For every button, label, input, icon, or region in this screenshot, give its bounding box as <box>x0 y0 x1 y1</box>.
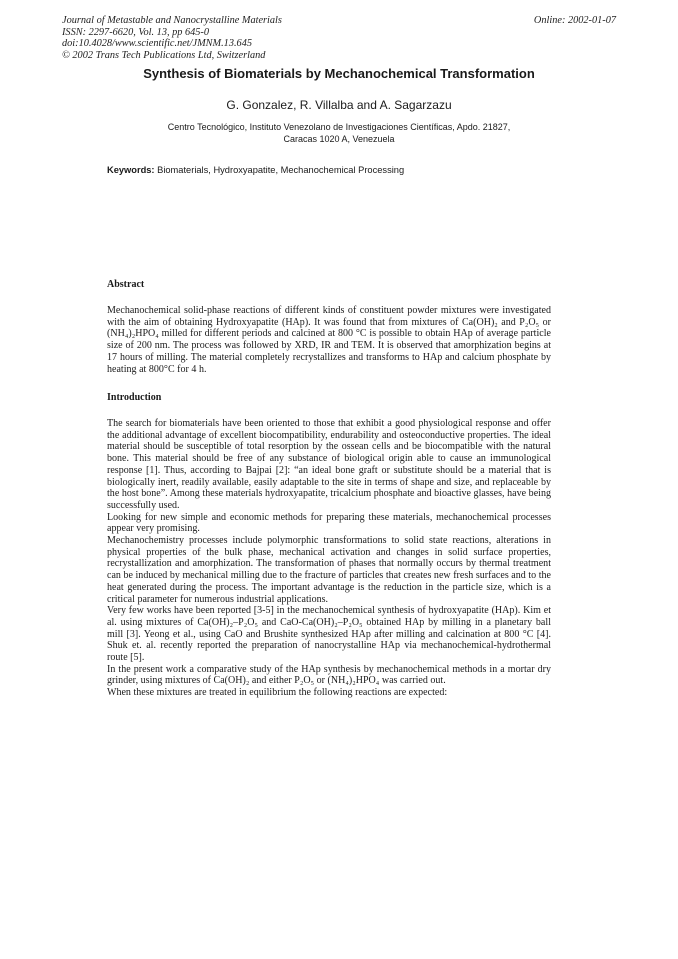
keywords-text: Biomaterials, Hydroxyapatite, Mechanochemical Processing <box>157 165 405 175</box>
paper-authors: G. Gonzalez, R. Villalba and A. Sagarzazu <box>226 98 452 112</box>
online-date: Online: 2002-01-07 <box>533 15 616 26</box>
journal-copyright: © 2002 Trans Tech Publications Ltd, Switzerland <box>62 49 266 61</box>
intro-paragraph: When these mixtures are treated in equilibrium the following reactions are expected: <box>107 687 448 699</box>
intro-paragraph: Mechanochemistry processes include polymorphic transformations to solid state reactions, alterations in physical properties of the bulk phase, mechanical activation and changes in solid surface properties, recrystallization and amorphization. The transformation of phases that normally occurs by thermal treatment can be induced by mechanical milling due to the fracture of particles that creates new fresh surfaces and to the heat generated during the process. The important advantage is the reduction in the particle size, which is a critical parameter for numerous industrial applications. <box>107 535 551 605</box>
journal-issn: ISSN: 2297-6620, Vol. 13, pp 645-0 <box>62 26 210 38</box>
introduction-body <box>107 418 551 699</box>
intro-paragraph: Very few works have been reported [3-5] in the mechanochemical synthesis of hydroxyapatite (HAp). Kim et al. using mixtures of Ca(OH)₂–P₂O₅ and CaO-Ca(OH)₂–P₂O₅ obtained HAp by milling in a planetary ball mill [3]. Yeong et al., using CaO and Brushite synthesized HAp after milling and calcination at 800 °C [4]. Shuk et. al. recently reported the preparation of nanocrystalline HAp via mechanochemical-hydrothermal route [5]. <box>107 605 551 664</box>
journal-header <box>62 15 282 61</box>
keywords-label: Keywords: <box>107 165 155 175</box>
paper-title: Synthesis of Biomaterials by Mechanochemical Transformation <box>143 66 535 81</box>
journal-name: Journal of Metastable and Nanocrystalline Materials <box>62 15 282 26</box>
intro-paragraph: The search for biomaterials have been oriented to those that exhibit a good physiological response and offer the additional advantage of excellent biocompatibility, endurability and osteoconductive properties. The ideal material should be susceptible of total resorption by the ossean cells and be biocompatible with the natural bone. This material should be free of any substance of biological origin able to cause an immunological response [1]. Thus, according to Bajpai [2]: “an ideal bone graft or substitute should be a material that is biologically inert, readily available, easily adaptable to the site in terms of shape and size, and replaceable by the host bone”. Among these materials hydroxyapatite, tricalcium phosphate and bioactive glasses, have being successfully used. <box>107 418 551 511</box>
abstract-text: Mechanochemical solid-phase reactions of different kinds of constituent powder mixtures were investigated with the aim of obtaining Hydroxyapatite (HAp). It was found that from mixtures of Ca(OH)₂ and P₂O₅ or (NH₄)₂HPO₄ milled for different periods and calcined at 800 °C is possible to obtain HAp of average particle size of 200 nm. The process was followed by XRD, IR and TEM. It is observed that amorphization begins at 17 hours of milling. The material completely recrystallizes and transforms to HAp and calcium phosphate by heating at 800°C for 4 h. <box>107 305 551 375</box>
intro-paragraph: In the present work a comparative study of the HAp synthesis by mechanochemical methods in a mortar dry grinder, using mixtures of Ca(OH)₂ and either P₂O₅ or (NH₄)₂HPO₄ was carried out. <box>107 663 551 687</box>
journal-doi: doi:10.4028/www.scientific.net/JMNM.13.645 <box>62 38 252 50</box>
abstract-body <box>107 305 551 375</box>
affiliation <box>100 121 578 145</box>
keywords <box>107 165 404 175</box>
abstract-heading: Abstract <box>107 279 145 290</box>
affiliation-line-1: Centro Tecnológico, Instituto Venezolano de Investigaciones Científicas, Apdo. 21827, <box>167 122 511 132</box>
affiliation-line-2: Caracas 1020 A, Venezuela <box>283 134 395 144</box>
intro-paragraph: Looking for new simple and economic methods for preparing these materials, mechanochemical processes appear very promising. <box>107 511 551 535</box>
introduction-heading: Introduction <box>107 392 162 403</box>
